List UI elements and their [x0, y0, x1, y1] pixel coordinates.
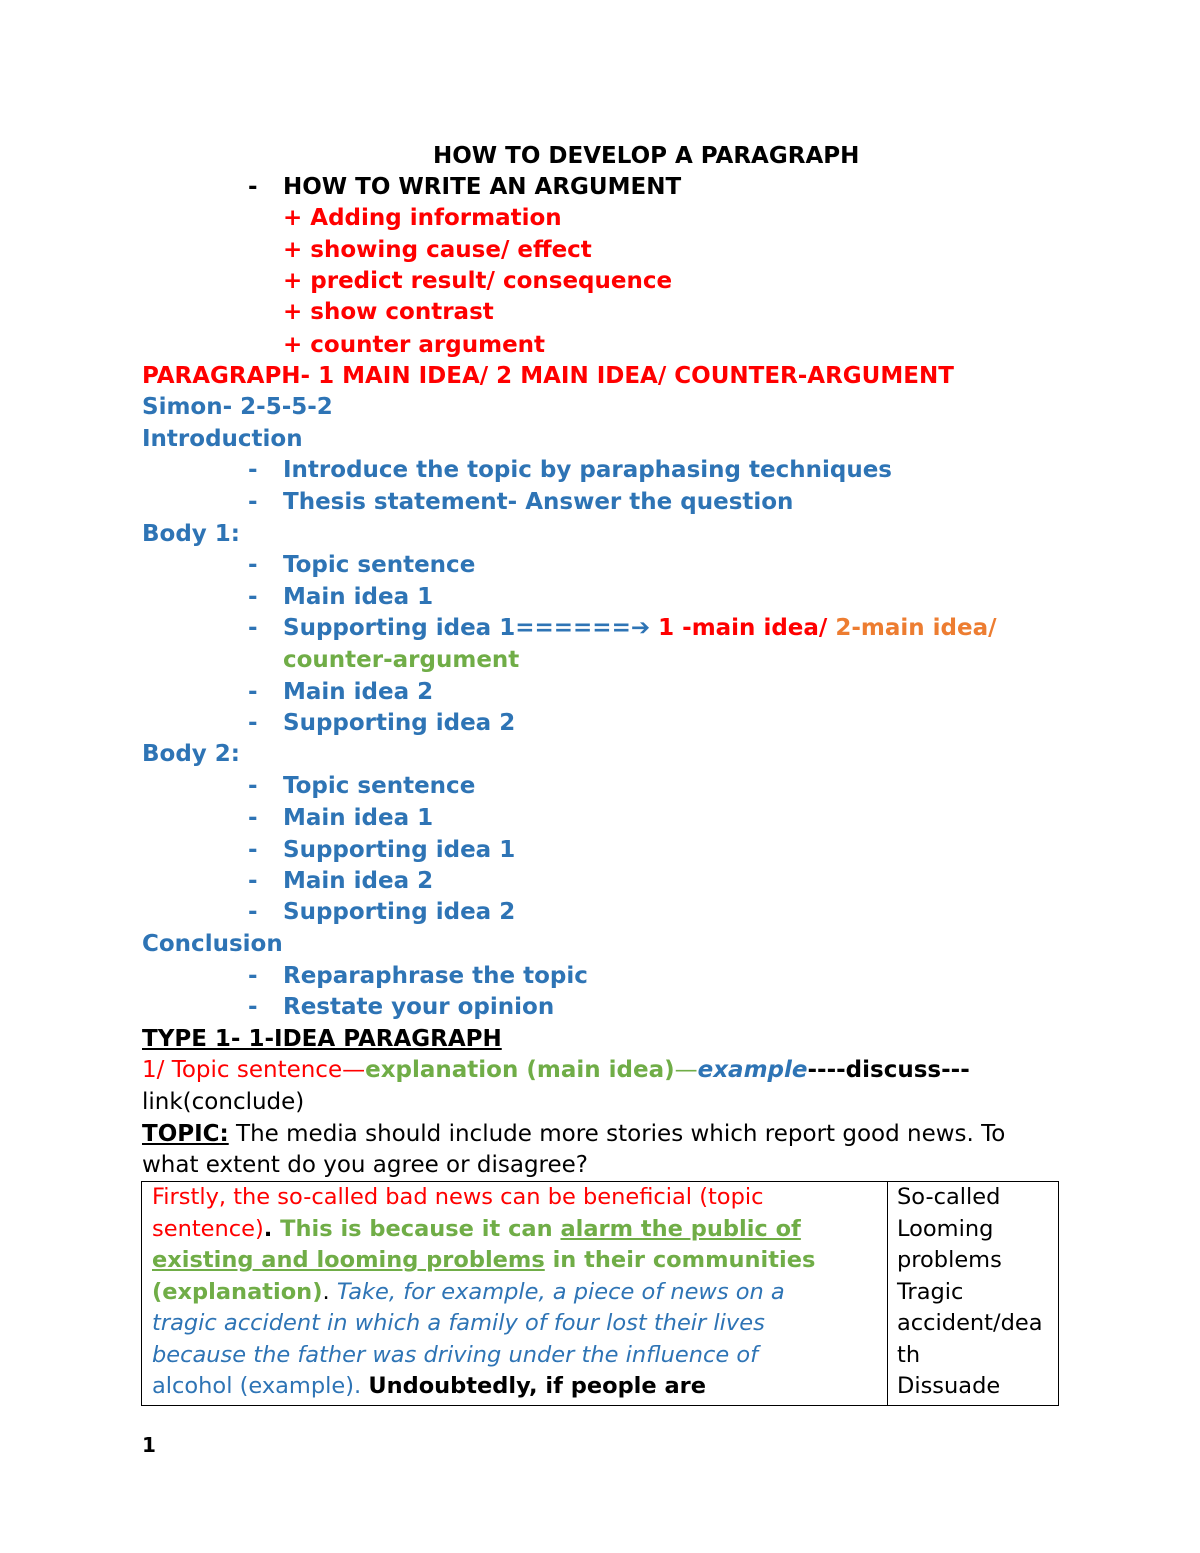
list-item-text: Supporting idea 2: [283, 899, 516, 925]
vocabulary-item: problems: [897, 1247, 1002, 1273]
introduction-heading: Introduction: [142, 426, 303, 452]
structure-example: example: [697, 1057, 808, 1083]
list-item-text: Main idea 2: [283, 679, 434, 705]
example-paragraph-table: [141, 1181, 1059, 1406]
list-dash: -: [248, 773, 258, 799]
argument-point: + show contrast: [283, 299, 494, 325]
topic-sentence-marker: sentence): [152, 1215, 264, 1242]
paragraph-line: [152, 1214, 887, 1246]
vocabulary-cell: [888, 1182, 1059, 1406]
list-dash: -: [248, 837, 258, 863]
arrow-icon: ➔: [630, 615, 651, 641]
page-number: 1: [142, 1433, 156, 1457]
discussion-text: Undoubtedly, if people are: [368, 1373, 707, 1399]
paragraph-line: [152, 1371, 887, 1403]
list-item-text: Reparaphrase the topic: [283, 963, 588, 989]
body1-heading: Body 1:: [142, 521, 240, 547]
argument-point: + showing cause/ effect: [283, 237, 592, 263]
list-item-text: Restate your opinion: [283, 994, 555, 1020]
topic-line: [142, 1119, 1005, 1150]
option-separator: /: [818, 615, 828, 641]
list-item-text: Main idea 2: [283, 868, 434, 894]
list-item-text: Main idea 1: [283, 584, 434, 610]
list-dash: -: [248, 994, 258, 1020]
vocabulary-item: accident/dea: [897, 1310, 1043, 1336]
list-item-text: [283, 613, 997, 644]
list-item-text: Supporting idea 1: [283, 837, 516, 863]
list-item-text: Thesis statement- Answer the question: [283, 489, 794, 515]
type1-structure: [142, 1055, 970, 1086]
list-dash: -: [248, 899, 258, 925]
vocabulary-item: Looming: [897, 1215, 994, 1242]
paragraph-line: [152, 1245, 887, 1277]
argument-heading: HOW TO WRITE AN ARGUMENT: [283, 174, 682, 200]
topic-label: TOPIC:: [142, 1121, 229, 1147]
explanation-marker: (explanation): [152, 1278, 323, 1305]
body2-heading: Body 2:: [142, 741, 240, 767]
list-dash: -: [248, 457, 258, 483]
list-item-text: Supporting idea 2: [283, 710, 516, 736]
list-dash: -: [248, 615, 258, 641]
vocabulary-item: Dissuade: [897, 1373, 1001, 1399]
list-dash: -: [248, 710, 258, 736]
structure-explanation: explanation (main idea): [365, 1057, 675, 1083]
topic-text-continued: what extent do you agree or disagree?: [142, 1152, 589, 1178]
example-text: Take, for example, a piece of news on a: [336, 1278, 785, 1305]
structure-topic-sentence: 1/ Topic sentence—: [142, 1057, 366, 1083]
paragraph-line: because the father was driving under the influence of: [152, 1341, 759, 1368]
explanation-highlight: alarm the public of: [560, 1215, 801, 1242]
paragraph-line: tragic accident in which a family of four lost their lives: [152, 1310, 765, 1336]
argument-point: + predict result/ consequence: [283, 268, 673, 294]
option-main-idea-2: 2-main idea/: [827, 615, 997, 641]
simon-structure: Simon- 2-5-5-2: [142, 394, 333, 420]
list-item-text: Introduce the topic by paraphasing techniques: [283, 457, 892, 483]
argument-point: + counter argument: [283, 332, 546, 358]
list-item-text: Topic sentence: [283, 552, 476, 578]
list-dash: -: [248, 805, 258, 831]
explanation-text: in their communities: [544, 1247, 816, 1273]
paragraph-line: [152, 1277, 887, 1309]
vocabulary-item: th: [897, 1341, 921, 1368]
list-item-text: Main idea 1: [283, 805, 434, 831]
vocabulary-item: Tragic: [897, 1278, 964, 1305]
paragraph-types: PARAGRAPH- 1 MAIN IDEA/ 2 MAIN IDEA/ COUNTER-ARGUMENT: [142, 363, 954, 389]
list-dash: -: [248, 963, 258, 989]
topic-text: The media should include more stories which report good news. To: [228, 1121, 1006, 1147]
explanation-text: This is because it can: [280, 1215, 561, 1242]
list-item-text: Topic sentence: [283, 773, 476, 799]
list-dash: -: [248, 584, 258, 610]
list-dash: -: [248, 679, 258, 705]
example-paragraph-cell: [142, 1182, 888, 1406]
paragraph-line: Firstly, the so-called bad news can be beneficial (topic: [152, 1184, 764, 1210]
conclusion-heading: Conclusion: [142, 931, 283, 957]
punctuation: .: [322, 1278, 337, 1305]
argument-point: + Adding information: [283, 205, 562, 231]
example-marker: alcohol (example).: [152, 1373, 369, 1399]
list-dash: -: [248, 552, 258, 578]
option-counter-argument: counter-argument: [283, 647, 520, 673]
structure-dash: —: [674, 1057, 698, 1083]
punctuation: .: [263, 1215, 281, 1242]
list-dash: -: [248, 868, 258, 894]
type1-heading: TYPE 1- 1-IDEA PARAGRAPH: [142, 1026, 502, 1052]
table-row: [142, 1182, 1059, 1406]
list-dash: -: [248, 174, 258, 200]
option-main-idea-1: 1 -main idea: [650, 615, 819, 641]
list-dash: -: [248, 489, 258, 515]
structure-link: link(conclude): [142, 1089, 305, 1115]
explanation-highlight: existing and looming problems: [152, 1247, 545, 1273]
vocabulary-item: So-called: [897, 1184, 1001, 1210]
page-title: HOW TO DEVELOP A PARAGRAPH: [433, 143, 860, 169]
structure-discuss: ----discuss---: [807, 1057, 970, 1083]
supporting-idea-text: Supporting idea 1======: [283, 615, 631, 641]
